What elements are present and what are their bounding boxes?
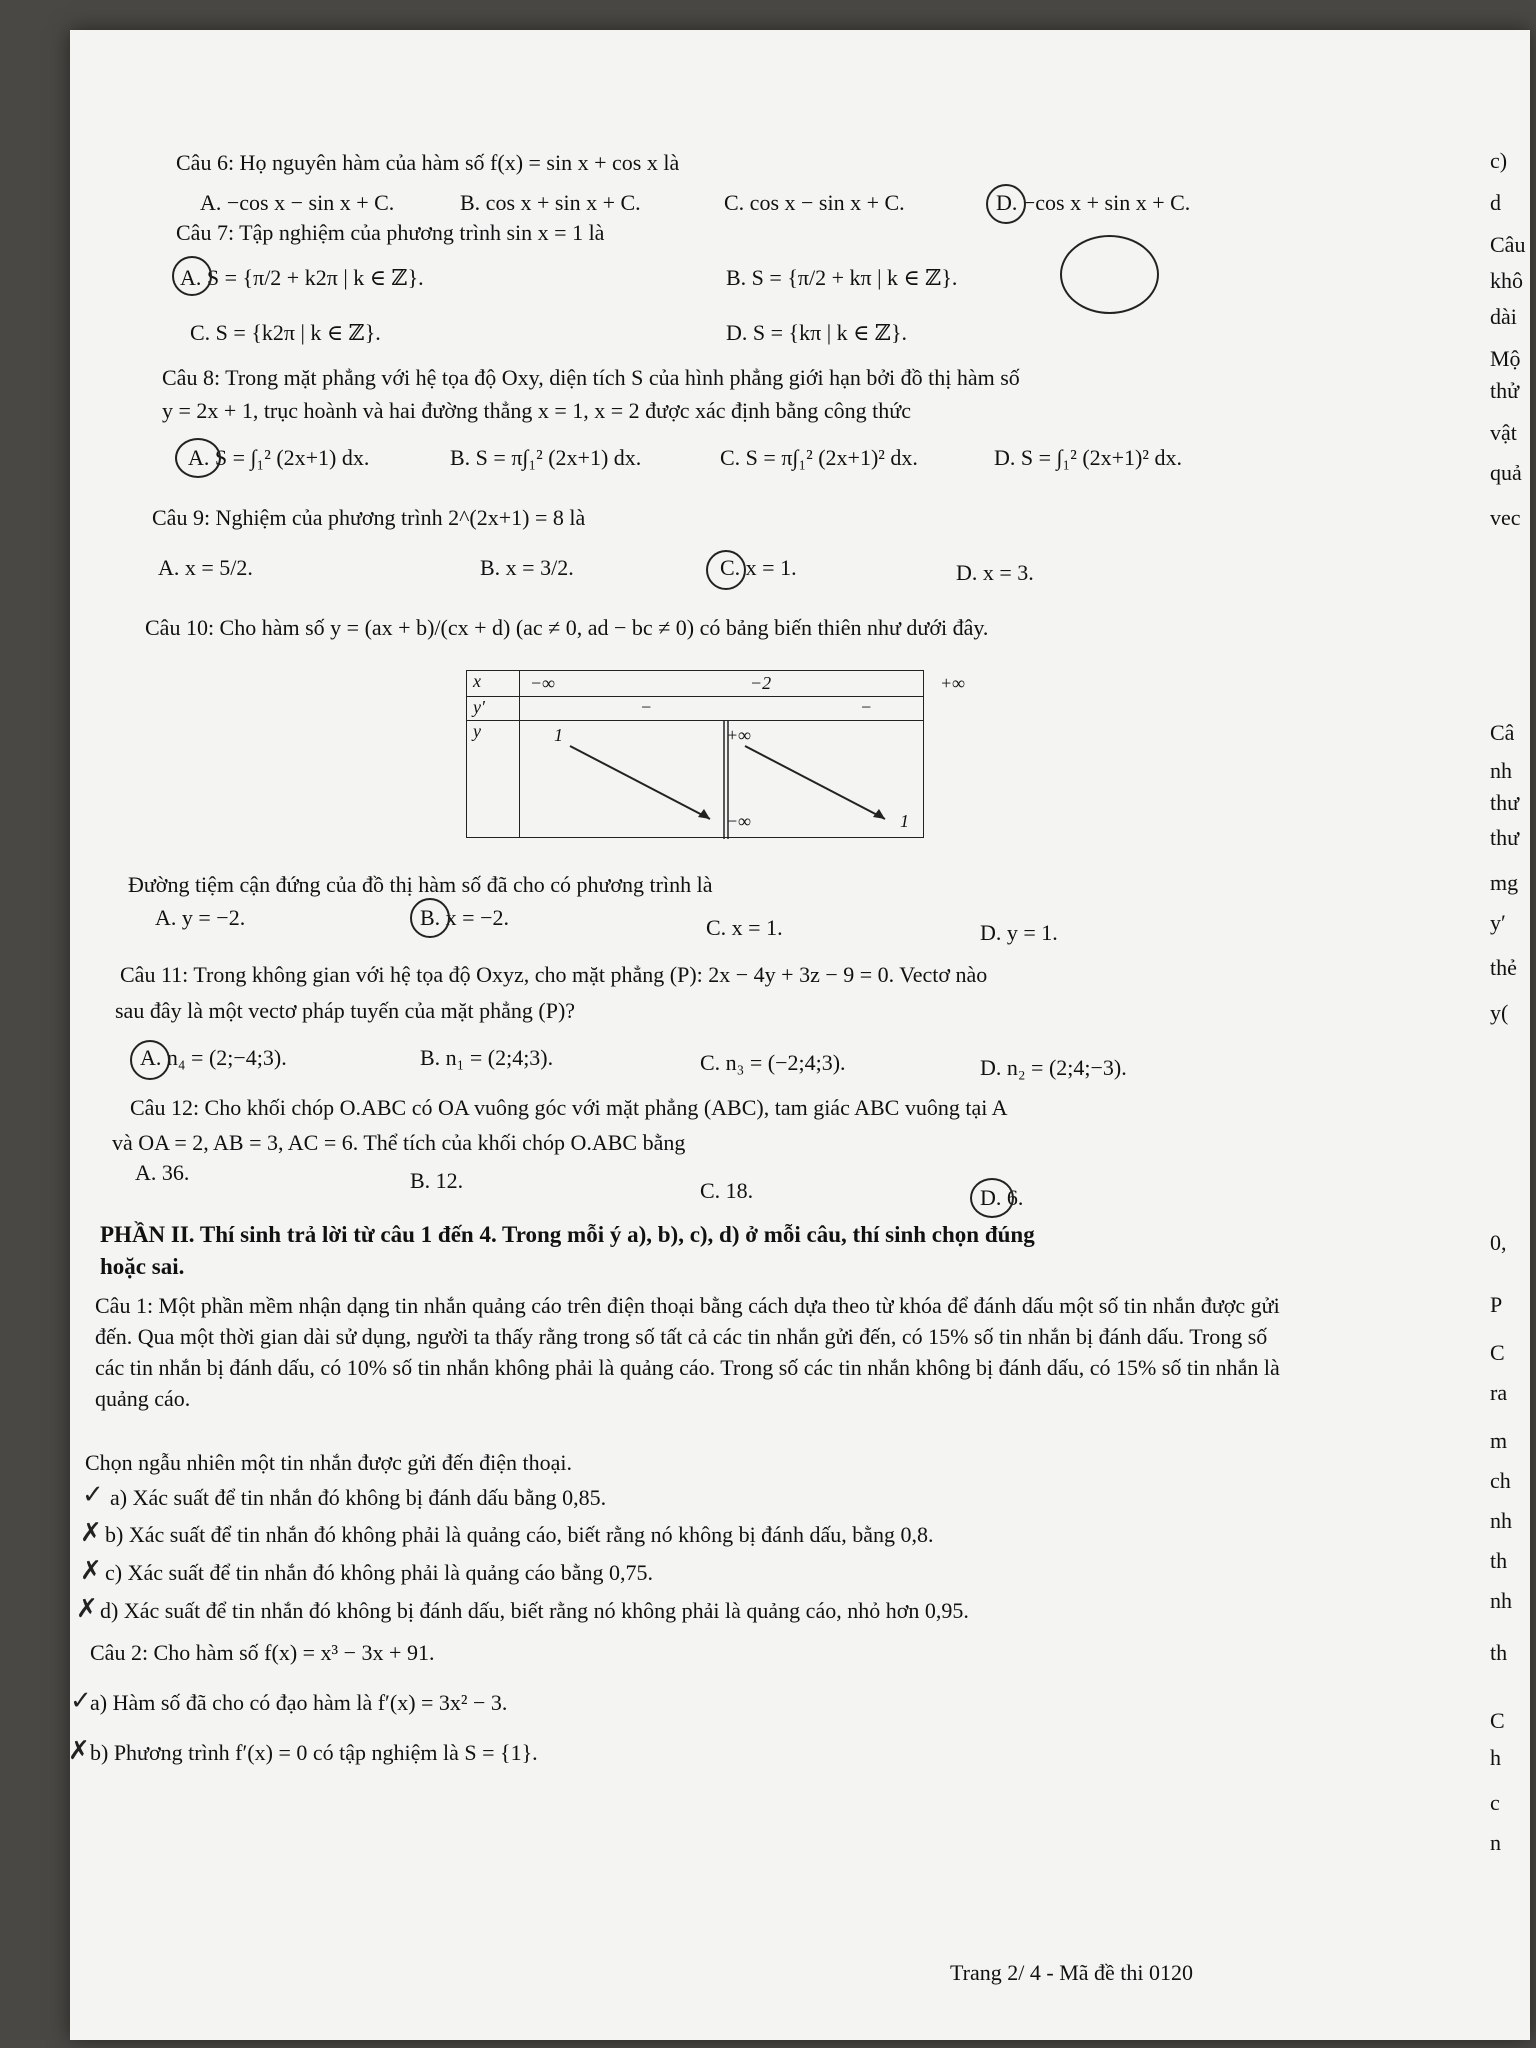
q12-option-c: C. 18.: [700, 1178, 754, 1203]
table-cell-yprime: y′: [467, 697, 520, 721]
q9-option-c: C. x = 1.: [720, 555, 797, 580]
q7-option-b: B. S = {π/2 + kπ | k ∈ ℤ}.: [726, 265, 958, 290]
variation-arrows: [520, 721, 930, 839]
answer-circle-mark: [172, 256, 212, 296]
q11-option-d: D. n₂ = (2;4;−3).: [980, 1055, 1127, 1080]
question-12-line-1: Câu 12: Cho khối chóp O.ABC có OA vuông góc với mặt phẳng (ABC), tam giác ABC vuông tại A: [130, 1095, 1008, 1120]
part-2-question-2: Câu 2: Cho hàm số f(x) = x³ − 3x + 91.: [90, 1640, 435, 1665]
table-cell-y: y: [467, 721, 520, 838]
edge-text: nh: [1490, 1588, 1512, 1613]
question-11-line-1: Câu 11: Trong không gian với hệ tọa độ Oxyz, cho mặt phẳng (P): 2x − 4y + 3z − 9 = 0. Vectơ nào: [120, 962, 988, 987]
question-8-line-1: Câu 8: Trong mặt phẳng với hệ tọa độ Oxy, diện tích S của hình phẳng giới hạn bởi đồ thị hàm số: [162, 365, 1020, 390]
answer-circle-mark: [175, 438, 221, 478]
part-2-question-1-text: Câu 1: Một phần mềm nhận dạng tin nhắn quảng cáo trên điện thoại bằng cách dựa theo từ khóa để đánh dấu một số tin nhắn được gửi đến. Qua một thời gian dài sử dụng, người ta thấy rằng trong số tất cả các tin nhắn gửi đến, có 15% số tin nhắn bị đánh dấu. Trong số các tin nhắn bị đánh dấu, có 10% số tin nhắn không phải là quảng cáo. Trong số các tin nhắn không bị đánh dấu, có 15% số tin nhắn là quảng cáo.: [95, 1293, 1280, 1411]
edge-text: y(: [1490, 1000, 1509, 1025]
edge-text: P: [1490, 1292, 1503, 1317]
part-2-q2-item-a: a) Hàm số đã cho có đạo hàm là f′(x) = 3x² − 3.: [90, 1690, 508, 1715]
q8-option-d: D. S = ∫₁² (2x+1)² dx.: [994, 445, 1182, 470]
cross-mark-icon: ✗: [80, 1518, 102, 1547]
q10-option-a: A. y = −2.: [155, 905, 246, 930]
q6-option-c: C. cos x − sin x + C.: [724, 190, 905, 215]
edge-text: Câu: [1490, 232, 1526, 257]
q6-option-d: D. −cos x + sin x + C.: [996, 190, 1191, 215]
edge-text: th: [1490, 1548, 1508, 1573]
question-8-line-2: y = 2x + 1, trục hoành và hai đường thẳng x = 1, x = 2 được xác định bằng công thức: [162, 398, 911, 423]
part-2-heading-line-2: hoặc sai.: [100, 1254, 185, 1279]
q9-option-a: A. x = 5/2.: [158, 555, 253, 580]
edge-text: nh: [1490, 758, 1512, 783]
edge-text: ra: [1490, 1380, 1508, 1405]
doodle-circle: [1060, 235, 1159, 314]
question-10: Câu 10: Cho hàm số y = (ax + b)/(cx + d) (ac ≠ 0, ad − bc ≠ 0) có bảng biến thiên như dưới đây.: [145, 615, 989, 640]
edge-text: m: [1490, 1428, 1508, 1453]
edge-text: Câ: [1490, 720, 1515, 745]
q8-option-a: A. S = ∫₁² (2x+1) dx.: [188, 445, 370, 470]
q9-option-d: D. x = 3.: [956, 560, 1034, 585]
edge-text: ch: [1490, 1468, 1511, 1493]
answer-circle-mark: [130, 1040, 170, 1080]
table-y-left-top: 1: [554, 725, 563, 745]
q8-option-b: B. S = π∫₁² (2x+1) dx.: [450, 445, 642, 470]
edge-text: th: [1490, 1640, 1508, 1665]
edge-text: khô: [1490, 268, 1523, 293]
page-footer: Trang 2/ 4 - Mã đề thi 0120: [950, 1960, 1194, 1985]
q10-option-b: B. x = −2.: [420, 905, 509, 930]
q10-option-c: C. x = 1.: [706, 915, 783, 940]
edge-text: thư: [1490, 825, 1520, 850]
q7-option-d: D. S = {kπ | k ∈ ℤ}.: [726, 320, 908, 345]
q11-option-b: B. n₁ = (2;4;3).: [420, 1045, 554, 1070]
edge-text: mg: [1490, 870, 1519, 895]
table-cell-x: x: [467, 671, 520, 697]
variation-table: [466, 670, 965, 838]
edge-text: quả: [1490, 460, 1522, 485]
edge-text: C: [1490, 1708, 1505, 1733]
edge-text: d: [1490, 190, 1501, 215]
q6-option-b: B. cos x + sin x + C.: [460, 190, 641, 215]
q6-option-a: A. −cos x − sin x + C.: [200, 190, 395, 215]
answer-circle-mark: [706, 550, 746, 590]
q12-option-b: B. 12.: [410, 1168, 464, 1193]
edge-text: vec: [1490, 505, 1521, 530]
q7-option-c: C. S = {k2π | k ∈ ℤ}.: [190, 320, 381, 345]
edge-text: thư: [1490, 790, 1520, 815]
part-2-q1-item-b: b) Xác suất để tin nhắn đó không phải là quảng cáo, biết rằng nó không bị đánh dấu, bằng 0,8.: [105, 1522, 934, 1547]
q11-option-c: C. n₃ = (−2;4;3).: [700, 1050, 846, 1075]
edge-text: n: [1490, 1830, 1501, 1855]
question-12-line-2: và OA = 2, AB = 3, AC = 6. Thể tích của khối chóp O.ABC bằng: [112, 1130, 686, 1155]
edge-text: 0,: [1490, 1230, 1507, 1255]
q12-option-a: A. 36.: [135, 1160, 190, 1185]
edge-text: h: [1490, 1745, 1501, 1770]
question-7: Câu 7: Tập nghiệm của phương trình sin x = 1 là: [176, 220, 605, 245]
answer-circle-mark: [986, 184, 1026, 224]
part-2-q1-choose: Chọn ngẫu nhiên một tin nhắn được gửi đến điện thoại.: [85, 1450, 573, 1475]
part-2-q1-item-d: d) Xác suất để tin nhắn đó không bị đánh dấu, biết rằng nó không phải là quảng cáo, nhỏ hơn 0,95.: [100, 1598, 969, 1623]
q7-option-a: A. S = {π/2 + k2π | k ∈ ℤ}.: [180, 265, 424, 290]
part-2-q1-item-a: a) Xác suất để tin nhắn đó không bị đánh dấu bằng 0,85.: [110, 1485, 607, 1510]
cross-mark-icon: ✗: [68, 1736, 90, 1765]
part-2-heading-line-1: PHẦN II. Thí sinh trả lời từ câu 1 đến 4. Trong mỗi ý a), b), c), d) ở mỗi câu, thí sinh chọn đúng: [100, 1222, 1035, 1247]
edge-text: nh: [1490, 1508, 1512, 1533]
table-x-minus-2: −2: [750, 673, 772, 693]
part-2-q2-item-b: b) Phương trình f′(x) = 0 có tập nghiệm là S = {1}.: [90, 1740, 538, 1765]
edge-text: vật: [1490, 420, 1517, 445]
q8-option-c: C. S = π∫₁² (2x+1)² dx.: [720, 445, 918, 470]
check-mark-icon: ✓: [70, 1686, 92, 1715]
edge-text: c: [1490, 1790, 1500, 1815]
q11-option-a: A. n₄ = (2;−4;3).: [140, 1045, 287, 1070]
q10-option-d: D. y = 1.: [980, 920, 1058, 945]
table-y-right-top: +∞: [726, 725, 751, 745]
answer-circle-mark: [410, 898, 450, 938]
edge-text: thử: [1490, 378, 1520, 403]
table-sign-left: −: [640, 697, 653, 717]
question-6: Câu 6: Họ nguyên hàm của hàm số f(x) = sin x + cos x là: [176, 150, 680, 175]
q9-option-b: B. x = 3/2.: [480, 555, 574, 580]
table-y-right-bottom: 1: [900, 811, 909, 831]
edge-text: C: [1490, 1340, 1505, 1365]
edge-text: dài: [1490, 304, 1517, 329]
question-10-prompt: Đường tiệm cận đứng của đồ thị hàm số đã cho có phương trình là: [128, 872, 713, 897]
table-neg-inf: −∞: [530, 673, 555, 693]
part-2-q1-item-c: c) Xác suất để tin nhắn đó không phải là quảng cáo bằng 0,75.: [105, 1560, 654, 1585]
table-sign-right: −: [860, 697, 873, 717]
question-11-line-2: sau đây là một vectơ pháp tuyến của mặt phẳng (P)?: [115, 998, 576, 1023]
question-9: Câu 9: Nghiệm của phương trình 2^(2x+1) = 8 là: [152, 505, 586, 530]
edge-text: y′: [1490, 910, 1506, 935]
check-mark-icon: ✓: [82, 1480, 104, 1509]
cross-mark-icon: ✗: [76, 1594, 98, 1623]
cross-mark-icon: ✗: [80, 1556, 102, 1585]
edge-text: thẻ: [1490, 955, 1517, 980]
table-y-left-bottom: −∞: [726, 811, 751, 831]
edge-text: Mộ: [1490, 346, 1521, 371]
answer-circle-mark: [970, 1178, 1014, 1218]
edge-text: c): [1490, 148, 1508, 173]
table-pos-inf: +∞: [940, 673, 965, 693]
q12-option-d: D. 6.: [980, 1185, 1024, 1210]
